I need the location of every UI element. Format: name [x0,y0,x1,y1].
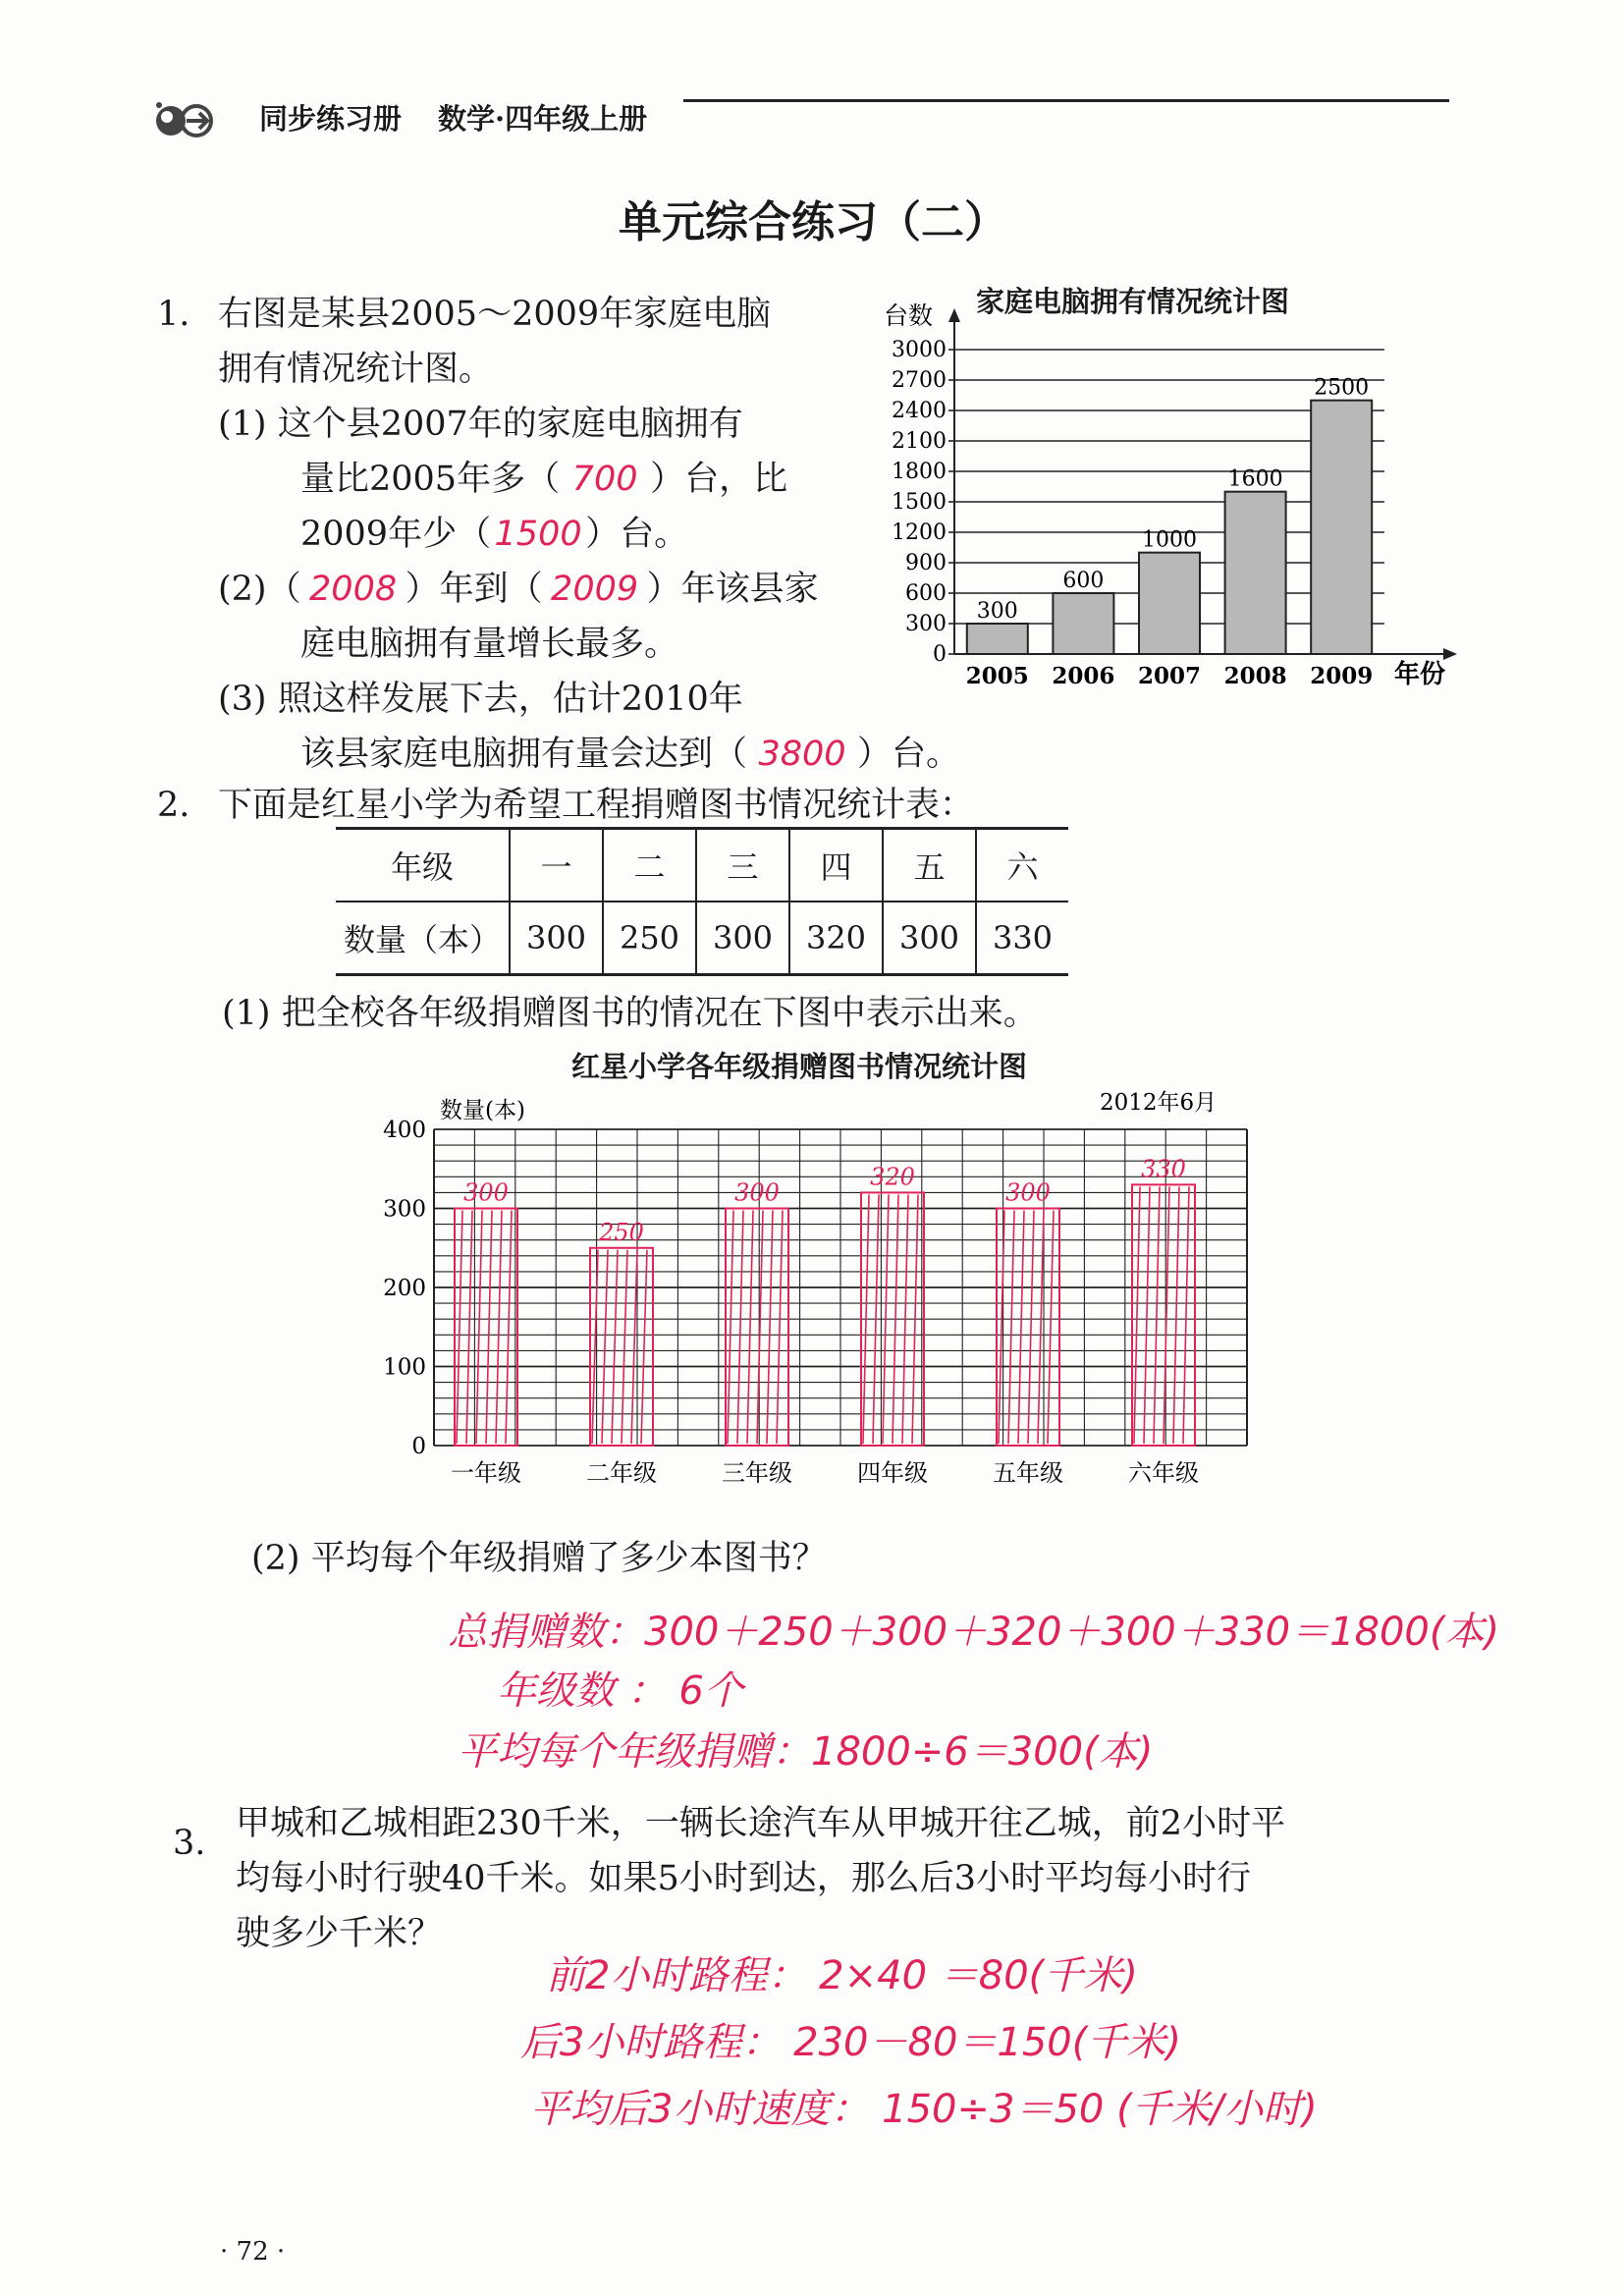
chart2-bar-hatch [486,1211,492,1445]
chart2-bar-hatch [1154,1186,1160,1444]
chart1-ytick-label: 0 [933,642,947,667]
chart2-ytick-label: 200 [383,1276,426,1301]
chart2-bar-hatch [631,1250,637,1444]
chart2-bar-hatch [622,1250,627,1444]
q3-line3: 驶多少千米？ [236,1914,443,1953]
chart2-bar-hatch [1048,1211,1054,1445]
table-cell-count: 320 [789,902,883,973]
q1-p1-answer1[interactable]: 700 [571,460,638,499]
q1-p3-text-b: ）台。 [857,735,961,774]
chart1-title: 家庭电脑拥有情况统计图 [976,285,1290,318]
q1-stem-line1: 右图是某县2005～2009年家庭电脑 [218,295,772,334]
chart2-xtick-label: 一年级 [451,1459,521,1487]
table-row-count [336,902,1068,973]
chart1-bar [1053,593,1113,654]
q1-number: 1. [157,295,190,334]
chart2-ylabel: 数量(本) [440,1098,525,1123]
chart1-ytick-label: 3000 [892,338,947,362]
q2-p2: (2) 平均每个年级捐赠了多少本图书？ [251,1539,827,1578]
chart1-yaxis-arrow [948,308,960,322]
chart1-ytick-label: 2400 [892,399,947,423]
chart2-bar-hatch [466,1211,472,1445]
q1-p2-text-a: (2)（ [218,570,301,609]
chart2-bar-hatch [737,1211,743,1445]
q2-stem: 下面是红星小学为希望工程捐赠图书情况统计表： [218,786,975,825]
table-row-grade [336,830,1068,902]
q3-work-line2: 后3小时路程： 230－80＝150(千米) [520,2020,1181,2065]
chart2-bar-hatch [641,1250,647,1444]
q2-work-line2: 年级数 ： 6个 [497,1668,743,1714]
header-logo [149,96,228,141]
table-cell-grade: 五 [883,830,976,902]
chart1-ytick-label: 1800 [892,460,947,484]
q1-p1-answer2[interactable]: 1500 [494,515,582,554]
chart2-data-label: 320 [870,1163,915,1191]
computer-ownership-chart [864,285,1473,707]
chart2-date: 2012年6月 [1100,1090,1218,1116]
chart2-bar-hatch [612,1250,618,1444]
q1-p2-line1 [218,570,819,609]
q1-stem-line2: 拥有情况统计图。 [218,350,494,389]
chart2-bar-hatch [602,1250,608,1444]
chart2-bar-hatch [476,1211,482,1445]
chart2-data-label: 300 [1005,1178,1051,1207]
chart1-bar [1225,492,1286,654]
table-cell-grade: 三 [696,830,789,902]
table-cell-count: 300 [696,902,789,973]
q1-p1-line3 [300,515,689,554]
chart2-title: 红星小学各年级捐赠图书情况统计图 [571,1050,1028,1083]
chart1-ytick-label: 1200 [892,520,947,545]
chart2-bar-hatch [728,1211,733,1445]
chart2-bar-hatch [747,1211,753,1445]
chart2-bar-hatch [1164,1186,1169,1444]
q3-work-line1: 前2小时路程： 2×40 ＝80(千米) [546,1953,1138,1998]
chart1-data-label: 1600 [1227,466,1283,492]
q2-p1: (1) 把全校各年级捐赠图书的情况在下图中表示出来。 [222,994,1038,1033]
q3-work-line3: 平均后3小时速度： 150÷3＝50 (千米/小时) [530,2087,1318,2132]
q1-p2-answer1[interactable]: 2008 [309,570,398,609]
chart2-bar-hatch [496,1211,502,1445]
q1-p2-text-b: ）年到（ [405,570,543,609]
q1-p2-text-c: ）年该县家 [646,570,819,609]
chart1-ylabel: 台数 [884,301,934,330]
table-cell-count: 300 [510,902,603,973]
chart2-ytick-label: 400 [383,1118,426,1143]
chart1-data-label: 1000 [1142,527,1197,553]
header-subject: 数学·四年级上册 [438,102,648,136]
table-cell-count: 250 [603,902,696,973]
chart2-data-label: 300 [463,1178,509,1207]
chart1-ytick-label: 300 [905,612,947,636]
chart2-bar-hatch [1038,1211,1044,1445]
chart2-ytick-label: 300 [383,1196,426,1223]
chart2-xtick-label: 三年级 [722,1459,792,1487]
header-book: 同步练习册 [259,102,403,136]
book-donation-chart [373,1080,1257,1493]
chart2-bar-hatch [1008,1211,1014,1445]
table-cell-count: 300 [883,902,976,973]
chart1-ytick-label: 600 [905,581,947,606]
table-header-count: 数量（本） [343,921,501,958]
chart1-ytick-label: 900 [905,551,947,575]
q3-number: 3. [173,1824,206,1863]
chart2-bar-hatch [1028,1211,1034,1445]
chart2-bar-hatch [1173,1186,1179,1444]
table-cell-grade: 四 [789,830,883,902]
chart1-xtick-label: 2006 [1052,663,1115,689]
q1-p1-text-d: ）台。 [585,515,689,554]
chart2-bar-hatch [777,1211,783,1445]
chart1-ytick-label: 2100 [892,429,947,454]
q1-p3-text-a: 该县家庭电脑拥有量会达到（ [300,735,748,774]
chart2-bar-hatch [1134,1186,1140,1444]
chart1-data-label: 300 [976,599,1018,624]
q1-p3-line2 [300,735,961,774]
page-title: 单元综合练习（二） [619,197,1007,247]
chart2-data-label: 300 [734,1178,780,1207]
q1-p1-line2 [300,460,788,499]
chart2-bar-hatch [1183,1186,1189,1444]
chart2-xtick-label: 二年级 [586,1459,657,1487]
table-cell-count: 330 [976,902,1068,973]
chart1-bar [1311,401,1372,654]
chart2-data-label: 250 [599,1218,644,1246]
q2-number: 2. [157,786,190,825]
chart2-bar-hatch [767,1211,773,1445]
chart1-xtick-label: 2005 [965,663,1029,689]
chart1-data-label: 600 [1062,569,1105,593]
q2-work-line1: 总捐赠数：300＋250＋300＋320＋300＋330＝1800(本) [448,1610,1500,1655]
table-cell-grade: 二 [603,830,696,902]
q2-work-line3: 平均每个年级捐赠：1800÷6＝300(本) [458,1729,1154,1775]
table-cell-grade: 六 [976,830,1068,902]
q1-p1-text-b: ）台，比 [650,460,788,499]
q1-p3-answer[interactable]: 3800 [758,735,846,774]
chart2-xtick-label: 六年级 [1128,1459,1199,1487]
chart2-bar-hatch [1018,1211,1024,1445]
chart1-xtick-label: 2009 [1310,663,1374,689]
q1-p2-answer2[interactable]: 2009 [551,570,639,609]
chart2-ytick-label: 0 [411,1434,426,1459]
chart1-bar [967,624,1028,654]
donation-table [336,827,1068,976]
q1-p1-line1: (1) 这个县2007年的家庭电脑拥有 [218,405,743,444]
chart2-bar-hatch [757,1211,763,1445]
chart1-xtick-label: 2008 [1223,663,1287,689]
chart1-xtick-label: 2007 [1137,663,1202,689]
chart1-xaxis-arrow [1443,648,1457,660]
table-cell-grade: 一 [510,830,603,902]
chart1-bar [1139,553,1200,654]
chart1-data-label: 2500 [1314,375,1370,401]
chart1-xlabel: 年份 [1394,660,1446,689]
chart2-bar-hatch [457,1211,462,1445]
chart2-ytick-label: 100 [383,1354,426,1381]
q1-p1-text-a: 量比2005年多（ [300,460,561,499]
chart2-data-label: 330 [1141,1155,1186,1183]
page-number: · 72 · [220,2237,286,2267]
chart2-xtick-label: 五年级 [993,1459,1063,1487]
header-rule [683,99,1449,102]
q3-line2: 均每小时行驶40千米。如果5小时到达，那么后3小时平均每小时行 [236,1859,1252,1898]
chart1-ytick-label: 2700 [892,368,947,393]
chart2-bar-hatch [1144,1186,1150,1444]
q3-line1: 甲城和乙城相距230千米，一辆长途汽车从甲城开往乙城，前2小时平 [236,1804,1286,1843]
chart2-bar-hatch [506,1211,512,1445]
chart2-xtick-label: 四年级 [857,1459,928,1487]
q1-p3-line1: (3) 照这样发展下去，估计2010年 [218,680,743,719]
chart1-ytick-label: 1500 [892,490,947,515]
q1-p2-line2: 庭电脑拥有量增长最多。 [300,625,679,664]
table-header-grade: 年级 [336,830,510,902]
q1-p1-text-c: 2009年少（ [300,515,492,554]
